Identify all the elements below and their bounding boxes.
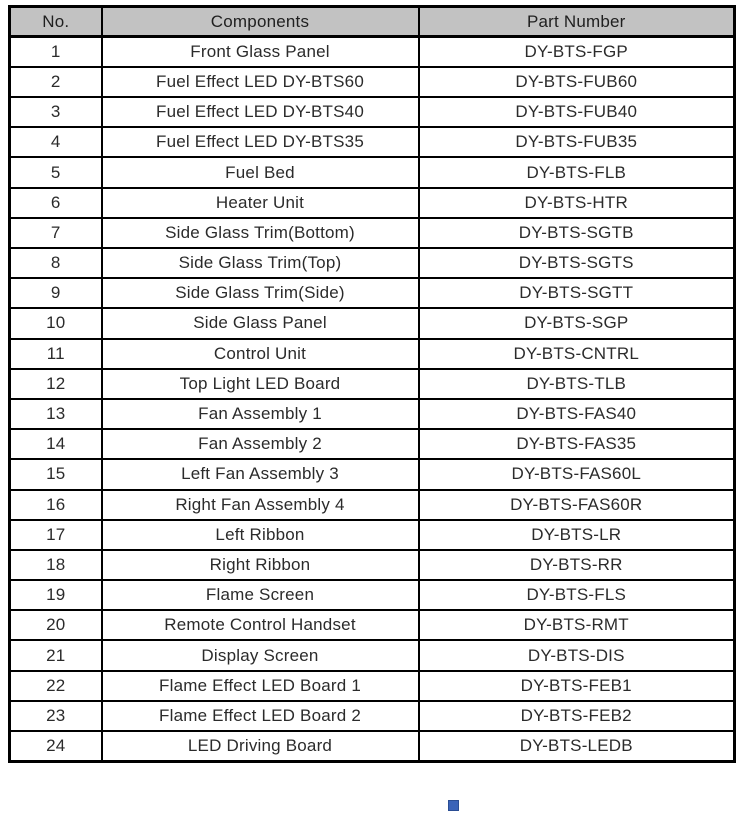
part-number-cell: DY-BTS-DIS (419, 640, 735, 670)
component-cell: Fuel Effect LED DY-BTS60 (102, 67, 419, 97)
component-cell: Fan Assembly 1 (102, 399, 419, 429)
component-cell: Right Fan Assembly 4 (102, 490, 419, 520)
table-body (10, 37, 735, 762)
row-number-cell: 8 (10, 248, 102, 278)
row-number-cell: 13 (10, 399, 102, 429)
part-number-cell: DY-BTS-FAS60L (419, 459, 735, 489)
row-number-cell: 3 (10, 97, 102, 127)
table-row (10, 97, 735, 127)
part-number-cell: DY-BTS-FEB1 (419, 671, 735, 701)
table-row (10, 640, 735, 670)
component-cell: Side Glass Trim(Top) (102, 248, 419, 278)
part-number-cell: DY-BTS-SGP (419, 308, 735, 338)
row-number-cell: 4 (10, 127, 102, 157)
row-number-cell: 19 (10, 580, 102, 610)
column-header-part-number: Part Number (419, 7, 735, 37)
component-cell: Top Light LED Board (102, 369, 419, 399)
row-number-cell: 7 (10, 218, 102, 248)
row-number-cell: 18 (10, 550, 102, 580)
row-number-cell: 24 (10, 731, 102, 761)
part-number-cell: DY-BTS-LEDB (419, 731, 735, 761)
part-number-cell: DY-BTS-HTR (419, 188, 735, 218)
part-number-cell: DY-BTS-RR (419, 550, 735, 580)
part-number-cell: DY-BTS-TLB (419, 369, 735, 399)
table-row (10, 399, 735, 429)
component-cell: Side Glass Panel (102, 308, 419, 338)
table-row (10, 671, 735, 701)
component-cell: Side Glass Trim(Bottom) (102, 218, 419, 248)
part-number-cell: DY-BTS-SGTS (419, 248, 735, 278)
table-row (10, 520, 735, 550)
table-row (10, 490, 735, 520)
component-cell: Left Ribbon (102, 520, 419, 550)
table-row (10, 550, 735, 580)
table-row (10, 188, 735, 218)
part-number-cell: DY-BTS-LR (419, 520, 735, 550)
part-number-cell: DY-BTS-FAS40 (419, 399, 735, 429)
table-row (10, 308, 735, 338)
row-number-cell: 2 (10, 67, 102, 97)
part-number-cell: DY-BTS-FAS60R (419, 490, 735, 520)
row-number-cell: 23 (10, 701, 102, 731)
row-number-cell: 12 (10, 369, 102, 399)
component-cell: Fuel Effect LED DY-BTS35 (102, 127, 419, 157)
part-number-cell: DY-BTS-SGTT (419, 278, 735, 308)
component-cell: Fuel Bed (102, 157, 419, 187)
row-number-cell: 20 (10, 610, 102, 640)
row-number-cell: 16 (10, 490, 102, 520)
selection-handle[interactable] (448, 800, 459, 811)
component-cell: LED Driving Board (102, 731, 419, 761)
table-row (10, 580, 735, 610)
part-number-cell: DY-BTS-FAS35 (419, 429, 735, 459)
table-row (10, 701, 735, 731)
table-row (10, 339, 735, 369)
part-number-cell: DY-BTS-RMT (419, 610, 735, 640)
row-number-cell: 22 (10, 671, 102, 701)
table-row (10, 67, 735, 97)
parts-table (8, 5, 736, 763)
component-cell: Right Ribbon (102, 550, 419, 580)
row-number-cell: 17 (10, 520, 102, 550)
part-number-cell: DY-BTS-CNTRL (419, 339, 735, 369)
part-number-cell: DY-BTS-FUB35 (419, 127, 735, 157)
component-cell: Flame Effect LED Board 1 (102, 671, 419, 701)
header-row (10, 7, 735, 37)
table-row (10, 429, 735, 459)
row-number-cell: 5 (10, 157, 102, 187)
table-row (10, 369, 735, 399)
table-row (10, 459, 735, 489)
table-row (10, 218, 735, 248)
component-cell: Remote Control Handset (102, 610, 419, 640)
part-number-cell: DY-BTS-SGTB (419, 218, 735, 248)
table-row (10, 37, 735, 67)
table-row (10, 610, 735, 640)
component-cell: Fan Assembly 2 (102, 429, 419, 459)
row-number-cell: 9 (10, 278, 102, 308)
table-row (10, 248, 735, 278)
component-cell: Side Glass Trim(Side) (102, 278, 419, 308)
row-number-cell: 15 (10, 459, 102, 489)
table-row (10, 157, 735, 187)
part-number-cell: DY-BTS-FLB (419, 157, 735, 187)
part-number-cell: DY-BTS-FGP (419, 37, 735, 67)
component-cell: Control Unit (102, 339, 419, 369)
table-row (10, 278, 735, 308)
component-cell: Display Screen (102, 640, 419, 670)
table-row (10, 731, 735, 761)
row-number-cell: 11 (10, 339, 102, 369)
part-number-cell: DY-BTS-FLS (419, 580, 735, 610)
parts-table-container (8, 5, 733, 763)
component-cell: Flame Screen (102, 580, 419, 610)
part-number-cell: DY-BTS-FUB60 (419, 67, 735, 97)
component-cell: Front Glass Panel (102, 37, 419, 67)
part-number-cell: DY-BTS-FUB40 (419, 97, 735, 127)
component-cell: Flame Effect LED Board 2 (102, 701, 419, 731)
component-cell: Left Fan Assembly 3 (102, 459, 419, 489)
component-cell: Heater Unit (102, 188, 419, 218)
row-number-cell: 10 (10, 308, 102, 338)
table-row (10, 127, 735, 157)
row-number-cell: 21 (10, 640, 102, 670)
row-number-cell: 14 (10, 429, 102, 459)
row-number-cell: 6 (10, 188, 102, 218)
component-cell: Fuel Effect LED DY-BTS40 (102, 97, 419, 127)
column-header-components: Components (102, 7, 419, 37)
row-number-cell: 1 (10, 37, 102, 67)
column-header-no: No. (10, 7, 102, 37)
part-number-cell: DY-BTS-FEB2 (419, 701, 735, 731)
